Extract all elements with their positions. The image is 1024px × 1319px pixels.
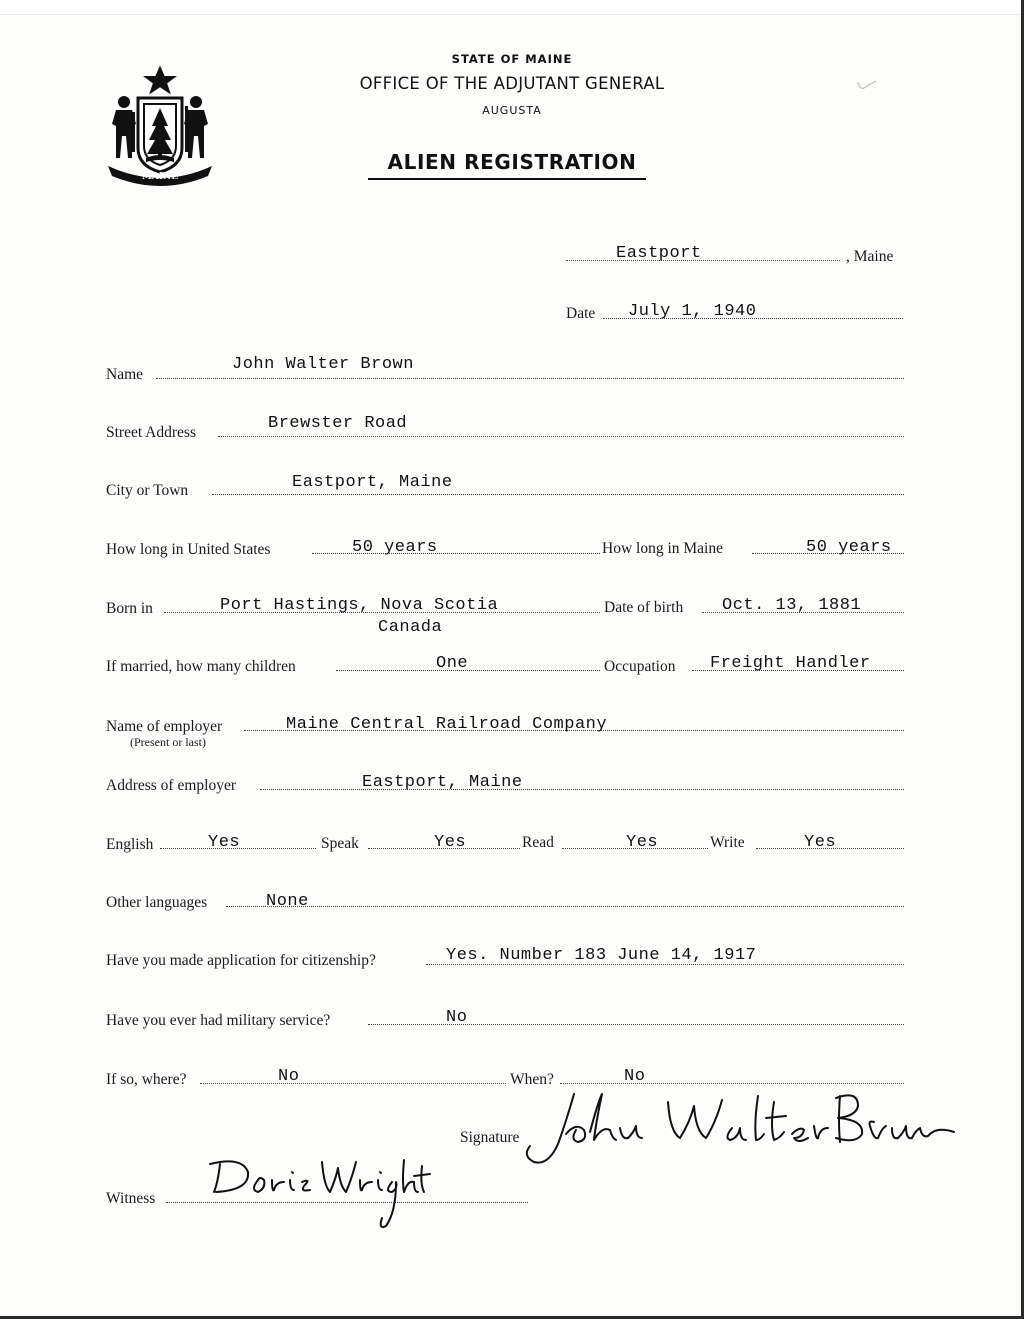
other-languages-value[interactable]: None [266, 892, 309, 911]
form-title: ALIEN REGISTRATION [387, 150, 637, 174]
military-value[interactable]: No [446, 1008, 468, 1027]
write-value[interactable]: Yes [804, 833, 837, 852]
city-value[interactable]: Eastport, Maine [292, 473, 453, 492]
employer-value[interactable]: Maine Central Railroad Company [286, 715, 608, 734]
when-value[interactable]: No [624, 1067, 646, 1086]
state-heading: STATE OF MAINE [451, 52, 573, 66]
write-label: Write [710, 834, 745, 851]
name-label: Name [106, 366, 144, 383]
other-languages-line [226, 906, 904, 907]
name-value[interactable]: John Walter Brown [232, 355, 414, 374]
where-label: If so, where? [106, 1071, 187, 1088]
where-value[interactable]: No [278, 1067, 300, 1086]
signature-label: Signature [460, 1129, 520, 1146]
us-years-value[interactable]: 50 years [352, 538, 438, 557]
maine-years-label: How long in Maine [602, 540, 723, 557]
children-value[interactable]: One [436, 654, 469, 673]
witness-handwriting [206, 1152, 432, 1230]
speak-value[interactable]: Yes [434, 833, 467, 852]
born-value[interactable]: Port Hastings, Nova Scotia [220, 596, 499, 615]
place-value[interactable]: Eastport [616, 244, 702, 263]
city-line [212, 494, 904, 495]
english-value[interactable]: Yes [208, 833, 241, 852]
street-label: Street Address [106, 424, 196, 441]
speak-label: Speak [321, 835, 359, 852]
employer-address-line [260, 789, 904, 790]
dob-value[interactable]: Oct. 13, 1881 [722, 596, 862, 615]
when-label: When? [510, 1071, 554, 1088]
street-line [218, 436, 904, 437]
citizenship-value[interactable]: Yes. Number 183 June 14, 1917 [446, 946, 757, 965]
name-line [156, 378, 904, 379]
other-languages-label: Other languages [106, 894, 208, 911]
place-suffix: , Maine [846, 248, 894, 265]
city-label: City or Town [106, 482, 189, 499]
title-underline [368, 178, 646, 180]
date-label: Date [566, 305, 596, 322]
witness-label: Witness [106, 1190, 156, 1207]
occupation-label: Occupation [604, 658, 676, 675]
scan-edge-top [0, 0, 1024, 15]
born-label: Born in [106, 600, 153, 617]
office-heading: OFFICE OF THE ADJUTANT GENERAL [359, 74, 665, 93]
signature-handwriting [518, 1082, 962, 1174]
street-value[interactable]: Brewster Road [268, 414, 408, 433]
date-value[interactable]: July 1, 1940 [628, 302, 757, 321]
military-label: Have you ever had military service? [106, 1012, 331, 1029]
employer-address-label: Address of employer [106, 777, 236, 794]
us-years-label: How long in United States [106, 541, 271, 558]
read-value[interactable]: Yes [626, 833, 659, 852]
read-label: Read [522, 834, 554, 851]
occupation-value[interactable]: Freight Handler [710, 654, 871, 673]
where-line [200, 1083, 506, 1084]
children-label: If married, how many children [106, 658, 296, 675]
employer-address-value[interactable]: Eastport, Maine [362, 773, 523, 792]
english-label: English [106, 836, 154, 853]
city-heading: AUGUSTA [482, 104, 542, 117]
dob-label: Date of birth [604, 599, 684, 616]
citizenship-label: Have you made application for citizenship? [106, 952, 376, 969]
employer-sublabel: (Present or last) [130, 735, 206, 749]
seal-text: MAINE [141, 172, 179, 182]
maine-years-value[interactable]: 50 years [806, 538, 892, 557]
born-country-value[interactable]: Canada [378, 618, 443, 637]
employer-label: Name of employer [106, 718, 223, 735]
place-line [566, 260, 840, 261]
